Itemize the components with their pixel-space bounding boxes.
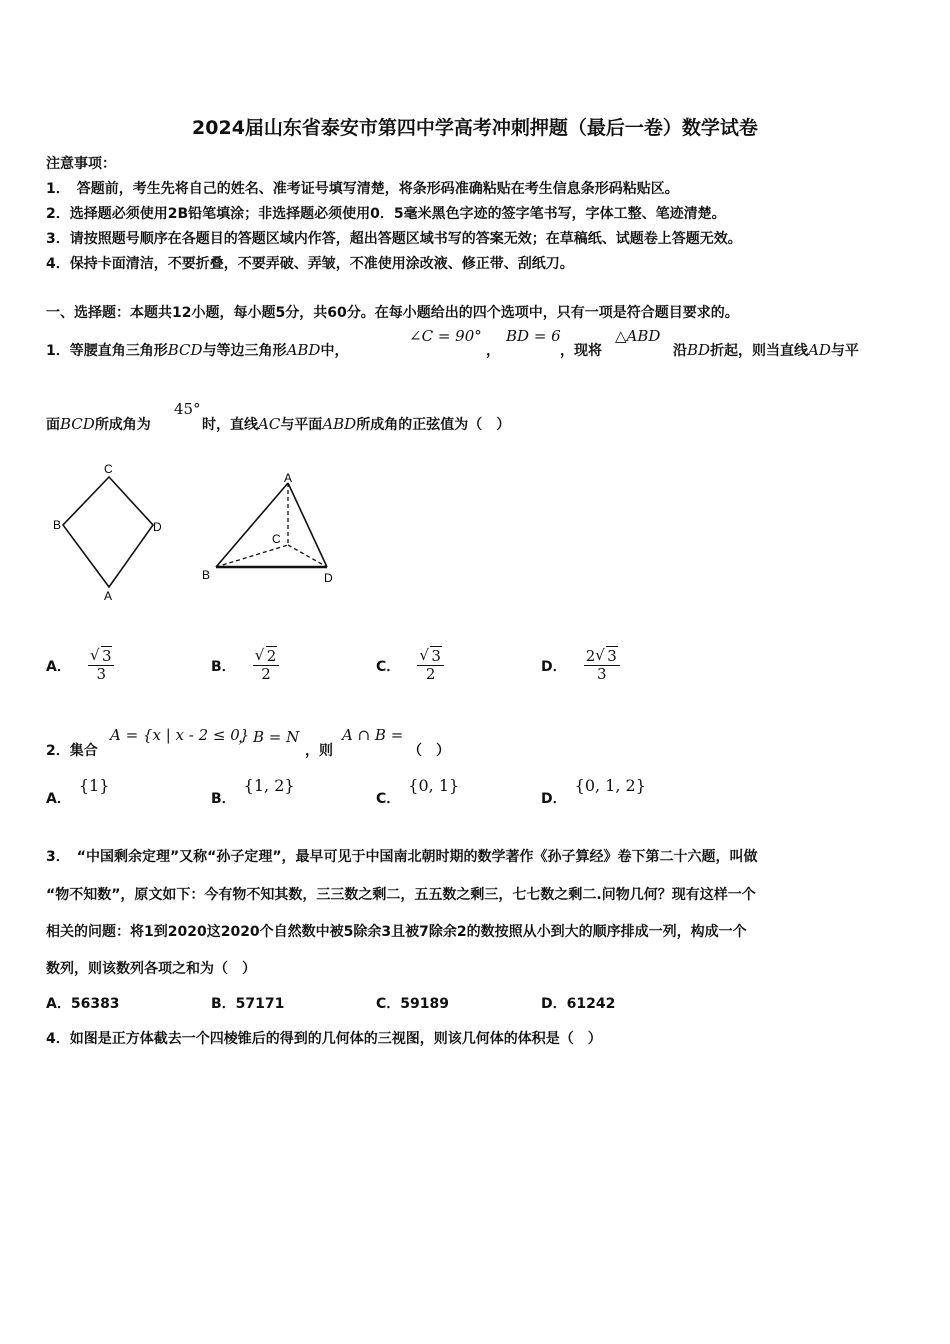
tetrahedron-figure	[202, 471, 333, 585]
option-a[interactable]: A．56383	[46, 996, 120, 1012]
option-b[interactable]: B． √ $\frac{2}{2}$	[211, 648, 279, 684]
label-d: D	[324, 571, 333, 585]
question-3-line: 数列，则该数列各项之和为（ ）	[46, 961, 256, 977]
question-1-line-1-end: 沿BD折起，则当直线AD与平	[673, 341, 859, 359]
option-d[interactable]: D． $\frac{2√ 3}{3}$	[541, 648, 620, 684]
notice-heading: 注意事项：	[46, 156, 116, 172]
notice-item: 3．请按照题号顺序在各题目的答题区域内作答，超出答题区域书写的答案无效；在草稿纸、试题卷上答题无效。	[46, 231, 742, 247]
set-a: A = {x | x - 2 ≤ 0}	[110, 726, 250, 744]
option-d[interactable]: D．{0, 1, 2}	[541, 776, 646, 807]
question-1-line-2: 面BCD所成角为	[46, 415, 151, 433]
question-3-line: “物不知数”，原文如下：今有物不知其数，三三数之剩二，五五数之剩三，七七数之剩二.问物几何？现有这样一个	[46, 887, 756, 903]
question-2-label: 2．集合	[46, 743, 98, 759]
label-d: D	[153, 520, 162, 534]
option-c[interactable]: C． √ $\frac{3}{2}$	[376, 648, 444, 684]
question-1-line-2-end: 时，直线AC与平面ABD所成角的正弦值为（ ）	[202, 415, 511, 433]
set-b: ，B = N	[238, 728, 300, 746]
page-title: 2024届山东省泰安市第四中学高考冲刺押题（最后一卷）数学试卷	[192, 117, 758, 139]
square-figure	[53, 462, 162, 603]
notice-item: 4．保持卡面清洁，不要折叠，不要弄破、弄皱，不准使用涂改液、修正带、刮纸刀。	[46, 256, 574, 272]
option-b[interactable]: B．{1, 2}	[211, 776, 295, 807]
option-a[interactable]: A．{1}	[46, 776, 110, 807]
condition-bd: BD = 6	[506, 327, 561, 345]
question-2-paren: （ ）	[408, 743, 450, 759]
option-a[interactable]: A． √ $\frac{3}{3}$	[46, 648, 114, 684]
question-1-text: ，现将	[560, 343, 602, 359]
label-b: B	[202, 568, 211, 582]
option-c[interactable]: C．{0, 1}	[376, 776, 460, 807]
section-heading: 一、选择题：本题共12小题，每小题5分，共60分。在每小题给出的四个选项中，只有一项是符合题目要求的。	[46, 305, 739, 321]
notice-item: 1． 答题前，考生先将自己的姓名、准考证号填写清楚，将条形码准确粘贴在考生信息条形码粘贴区。	[46, 181, 679, 197]
comma: ，	[486, 343, 500, 359]
angle-45: 45°	[174, 400, 201, 418]
question-3-line: 3． “中国剩余定理”又称“孙子定理”，最早可见于中国南北朝时期的数学著作《孙子算经》卷下第二十六题，叫做	[46, 849, 758, 865]
question-1-line-1: 1．等腰直角三角形BCD与等边三角形ABD中，	[46, 341, 349, 359]
question-1-figure	[45, 455, 355, 605]
question-2-text: ，则	[305, 743, 333, 759]
triangle-abd: △ABD	[615, 327, 661, 345]
condition-angle-c: ∠C = 90°	[409, 327, 482, 345]
question-4: 4．如图是正方体截去一个四棱锥后的得到的几何体的三视图，则该几何体的体积是（ ）	[46, 1031, 602, 1047]
label-c: C	[104, 462, 113, 476]
label-c: C	[272, 532, 281, 546]
option-b[interactable]: B．57171	[211, 996, 285, 1012]
option-c[interactable]: C．59189	[376, 996, 449, 1012]
label-b: B	[53, 518, 62, 532]
label-a: A	[284, 471, 293, 485]
notice-item: 2．选择题必须使用2B铅笔填涂；非选择题必须使用0．5毫米黑色字迹的签字笔书写，字体工整、笔迹清楚。	[46, 206, 726, 222]
intersection: A ∩ B =	[342, 726, 404, 744]
option-d[interactable]: D．61242	[541, 996, 616, 1012]
label-a: A	[104, 589, 113, 603]
question-3-line: 相关的问题：将1到2020这2020个自然数中被5除余3且被7除余2的数按照从小到大的顺序排成一列，构成一个	[46, 924, 747, 940]
